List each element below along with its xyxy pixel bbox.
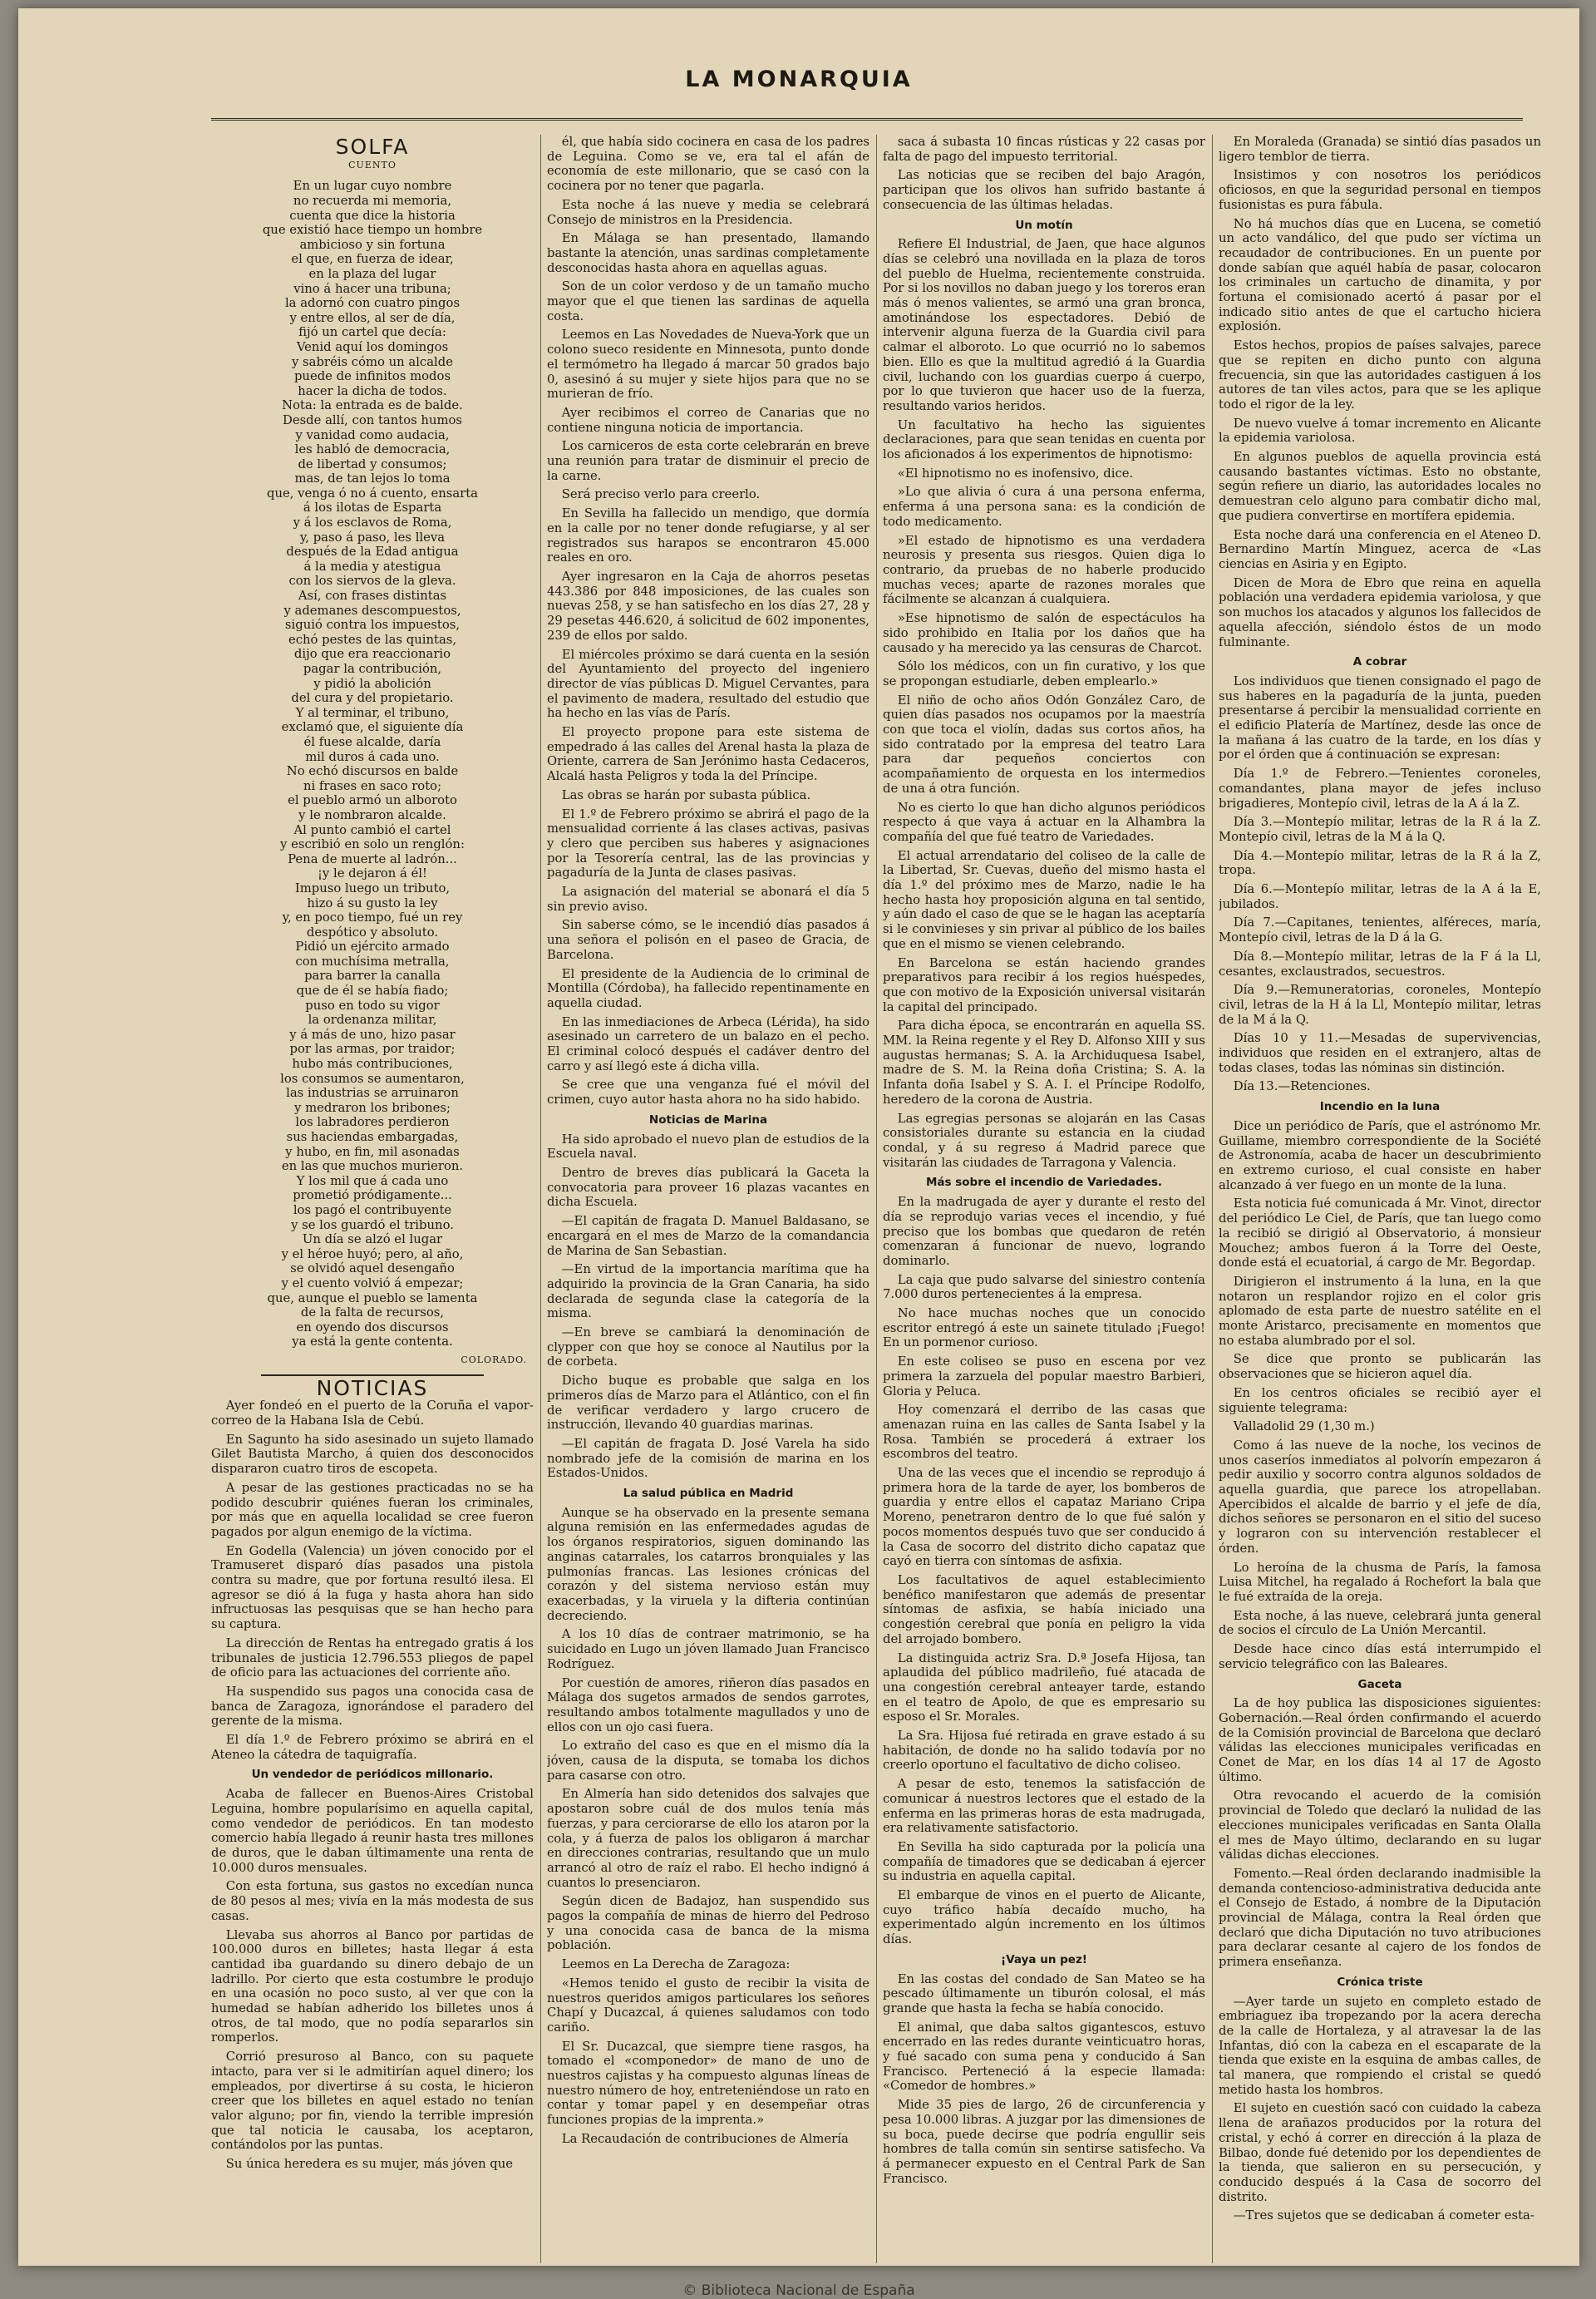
poem-line: con muchísima metralla,: [295, 954, 450, 969]
paragraph: Otra revocando el acuerdo de la comisión provincial de Toledo que declaró la nulidad de las elecciones municipales verificadas en Santa Olalla el mes de Mayo último, declarando en su lugar válidas dichas elecciones.: [1219, 1788, 1541, 1862]
paragraph: Día 1.º de Febrero.—Tenientes coroneles, comandantes, plana mayor de jefes incluso brigadieres, Montepío civil, letras de la A á la Z.: [1219, 767, 1541, 811]
poem-line: se olvidó aquel desengaño: [290, 1261, 455, 1276]
column-1: [211, 135, 534, 2280]
paragraph: La de hoy publica las disposiciones siguientes: Gobernación.—Real órden confirmando el acuerdo de la Comisión provincial de Barcelona que declaró válidas las elecciones municipales verificadas en Conet de Mar, en los días 14 al 17 de Agosto último.: [1219, 1696, 1541, 1784]
paragraph: Día 6.—Montepío militar, letras de la A á la E, jubilados.: [1219, 882, 1541, 911]
paragraph: Día 8.—Montepío militar, letras de la F á la Ll, cesantes, exclaustrados, secuestros.: [1219, 949, 1541, 979]
paragraph: En la madrugada de ayer y durante el resto del día se reprodujo varias veces el incendio, y fué preciso que los bombas que quedaron de retén comenzaran á funcionar de nuevo, logrando dominarlo.: [883, 1195, 1205, 1268]
paragraph: La asignación del material se abonará el día 5 sin previo aviso.: [547, 885, 869, 914]
paragraph: Dice un periódico de París, que el astrónomo Mr. Guillame, miembro correspondiente de la Société de Astronomía, acaba de hacer un descubrimiento en extremo curioso, el cual consiste en haber alcanzado á ver fuego en un monte de la luna.: [1219, 1118, 1541, 1192]
noticias-title: NOTICIAS: [316, 1375, 429, 1400]
headline-marina: Noticias de Marina: [648, 1112, 768, 1127]
poem-line: el que, en fuerza de idear,: [291, 252, 454, 267]
poem-line: Nota: la entrada es de balde.: [282, 398, 463, 413]
poem-line: despótico y absoluto.: [306, 925, 439, 940]
poem-line: En un lugar cuyo nombre: [293, 179, 452, 194]
paragraph: La Recaudación de contribuciones de Almería: [561, 2131, 849, 2146]
column-divider: [1212, 135, 1213, 2263]
column-divider: [876, 135, 877, 2263]
paragraph: Sólo los médicos, con un fin curativo, y los que se propongan estudiarle, deben emplearlo.»: [883, 659, 1205, 688]
poem-line: Un día se alzó el lugar: [302, 1232, 443, 1247]
poem-line: exclamó que, el siguiente día: [281, 720, 464, 735]
paragraph: —Tres sujetos que se dedicaban á cometer esta-: [1233, 2208, 1534, 2223]
poem-line: ya está la gente contenta.: [292, 1335, 453, 1349]
paragraph: El presidente de la Audiencia de lo criminal de Montilla (Córdoba), ha fallecido repentinamente en aquella ciudad.: [547, 966, 869, 1010]
headline-pez: ¡Vaya un pez!: [1001, 1952, 1087, 1966]
poem-line: y hubo, en fin, mil asonadas: [285, 1144, 460, 1159]
poem-line: No echó discursos en balde: [286, 764, 459, 779]
news-list: [211, 1399, 534, 1762]
poem-line: las industrias se arruinaron: [286, 1086, 459, 1101]
article-vendedor: [211, 1787, 534, 2172]
paragraph: Son de un color verdoso y de un tamaño mucho mayor que el que tienen las sardinas de aquella costa.: [547, 279, 869, 323]
poem-line: por las armas, por traidor;: [289, 1042, 456, 1057]
paragraph: Los individuos que tienen consignado el pago de sus haberes en la pagaduría de la junta, pueden presentarse á percibir la mensualidad corriente en el edificio Platería de Martínez, desde las once de la mañana á las cuatro de la tarde, en los días y por el órden que á continuación se expresan:: [1219, 673, 1541, 762]
poem-line: la ordenanza militar,: [308, 1013, 437, 1028]
paragraph: —En virtud de la importancia marítima que ha adquirido la provincia de la Gran Canaria, ha sido declarada de segunda clase la categoría de la misma.: [547, 1262, 869, 1321]
paragraph: Estos hechos, propios de países salvajes, parece que se repiten en dicho punto con alguna frecuencia, sin que las autoridades castiguen á los autores de tan viles actos, para que se les aplique todo el rigor de la ley.: [1219, 338, 1541, 412]
paragraph: Esta noticia fué comunicada á Mr. Vinot, director del periódico Le Ciel, de París, que tan luego como la recibió se dirigió al Observatorio, á monsieur Mouchez; ambos fueron á la Torre del Oeste, donde está el ecuatorial, á cargo de Mr. Begordap.: [1219, 1196, 1541, 1270]
paragraph: Refiere El Industrial, de Jaen, que hace algunos días se celebró una novillada en la plaza de toros del pueblo de Huelma, recientemente construida. Por si los novillos no daban juego y los toreros eran más ó menos valientes, se armó una gran bronca, amotinándose los espectadores. Debió de intervenir alguna fuerza de la Guardia civil para calmar el alboroto. Lo que ocurrió no lo sabemos bien. Ello es que la multitud agredió á la Guardia civil, luchando con los guardias cuerpo á cuerpo, por lo que tuvieron que hacer uso de la fuerza, resultando varios heridos.: [883, 237, 1205, 413]
paragraph: »El estado de hipnotismo es una verdadera neurosis y presenta sus riesgos. Quien diga lo contrario, da pruebas de no haberle producido muchas veces; aparte de razones morales que fácilmente se alcanzan á cualquiera.: [883, 533, 1205, 607]
article-cronica: [1219, 1995, 1541, 2224]
poem-line: y, paso á paso, les lleva: [299, 530, 446, 545]
article-cobrar: [1219, 674, 1541, 1094]
poem-line: Pidió un ejército armado: [295, 940, 450, 955]
paragraph: A pesar de las gestiones practicadas no se ha podido descubrir quiénes fueran los criminales, por más que en aquella localidad se cree fueron pagados por algun enemigo de la víctima.: [211, 1480, 534, 1539]
paragraph: —Ayer tarde un sujeto en completo estado de embriaguez iba tropezando por la acera derecha de la calle de Hortaleza, y al atravesar la de las Infantas, dió con la cabeza en el escaparate de la tienda que existe en la esquina de ambas calles, de tal manera, que rompiendo el cristal se quedó metido hasta los hombros.: [1219, 1994, 1541, 2097]
poem-line: de libertad y consumos;: [298, 456, 447, 471]
poem-line: en las que muchos murieron.: [281, 1159, 464, 1174]
header-rule: [211, 118, 1523, 121]
paragraph: Ha suspendido sus pagos una conocida casa de banca de Zaragoza, ignorándose el paradero del gerente de la misma.: [211, 1684, 534, 1729]
paragraph: Ayer ingresaron en la Caja de ahorros pesetas 443.386 por 848 imposiciones, de las cuales son nuevas 258, y se han satisfecho en los días 27, 28 y 29 pesetas 446.620, á solicitud de 602 imponentes, 239 de ellos por saldo.: [547, 569, 869, 643]
poem-line: y sabréis cómo un alcalde: [291, 354, 454, 369]
poem-line: hacer la dicha de todos.: [298, 383, 447, 398]
signature: COLORADO.: [461, 1354, 527, 1365]
column-4: [1219, 135, 1541, 2280]
poem-line: á los ilotas de Esparta: [303, 501, 442, 516]
poem-line: fijó un cartel que decía:: [298, 325, 446, 340]
headline-salud: La salud pública en Madrid: [623, 1487, 794, 1501]
paragraph: Los facultativos de aquel establecimiento benéfico manifestaron que además de presentar síntomas de asfixia, se había iniciado una congestión cerebral que ponía en peligro la vida del arrojado bombero.: [883, 1572, 1205, 1646]
paragraph: El niño de ocho años Odón González Caro, de quien días pasados nos ocupamos por la maestría con que toca el violín, dadas sus cortos años, ha sido contratado por la empresa del teatro Lara para dar pequeños conciertos con acompañamiento de orquesta en los intermedios de una á otra función.: [883, 693, 1205, 796]
paragraph: El 1.º de Febrero próximo se abrirá el pago de la mensualidad corriente á las clases activas, pasivas y clero que perciben sus haberes y asignaciones por la Tesorería central, las de las provincias y pagaduría de la Junta de clases pasivas.: [547, 807, 869, 881]
poem-line: Venid aquí los domingos: [296, 339, 449, 354]
poem-line: y el cuento volvió á empezar;: [281, 1275, 464, 1290]
paragraph: La caja que pudo salvarse del siniestro contenía 7.000 duros pertenecientes á la empresa.: [883, 1272, 1205, 1302]
paragraph: Será preciso verlo para creerlo.: [561, 487, 761, 502]
paragraph: El sujeto en cuestión sacó con cuidado la cabeza llena de arañazos producidos por la rotura del cristal, y echó á correr en dirección á la plaza de Bilbao, donde fué detenido por los dependientes de la tienda, que salieron en su persecución, y conducido después á la Casa de socorro del distrito.: [1219, 2101, 1541, 2204]
paragraph: Ayer recibimos el correo de Canarias que no contiene ninguna noticia de importancia.: [547, 405, 869, 435]
paragraph: «El hipnotismo no es inofensivo, dice.: [897, 466, 1134, 481]
poem-line: y entre ellos, al ser de día,: [289, 310, 456, 325]
paragraph: En Sevilla ha sido capturada por la policía una compañía de timadores que se dedicaban á ejercer su industria en aquella capital.: [883, 1839, 1205, 1884]
poem-line: y á los esclavos de Roma,: [293, 516, 452, 530]
poem-line: con los siervos de la gleva.: [288, 574, 456, 589]
poem-line: Impuso luego un tributo,: [294, 881, 451, 895]
paragraph: Sin saberse cómo, se le incendió días pasados á una señora el polisón en el paseo de Gracia, de Barcelona.: [547, 918, 869, 962]
paragraph: Para dicha época, se encontrarán en aquella SS. MM. la Reina regente y el Rey D. Alfonso XIII y sus augustas hermanas; S. A. la Archiduquesa Isabel, madre de S. M. la Reina doña Cristina; S. A. la Infanta doña Isabel y S. A. I. el Príncipe Rodolfo, heredero de la corona de Austria.: [883, 1019, 1205, 1107]
poem-line: para barrer la canalla: [304, 969, 441, 984]
poem-line: que, venga ó no á cuento, ensarta: [267, 486, 478, 501]
paragraph: La dirección de Rentas ha entregado gratis á los tribunales de justicia 12.796.553 pliegos de papel de oficio para las actuaciones del corriente año.: [211, 1635, 534, 1680]
poem-line: no recuerda mi memoria,: [293, 194, 452, 208]
poem-line: Y los mil que á cada uno: [296, 1173, 449, 1188]
headline-cobrar: A cobrar: [1352, 655, 1407, 669]
paragraph: En Almería han sido detenidos dos salvajes que apostaron sobre cuál de dos mulos tenía más fuerzas, y para cerciorarse de ello los ataron por la cola, y á fuerza de palos los obligaron á marchar en direcciones contrarias, resultando que un mulo arrancó al otro de raíz el rabo. El hecho indignó á cuantos lo presenciaron.: [547, 1787, 869, 1890]
paragraph: Día 7.—Capitanes, tenientes, alféreces, maría, Montepío civil, letras de la D á la G.: [1219, 915, 1541, 945]
poem-line: en oyendo dos discursos: [296, 1320, 449, 1335]
poem-line: del cura y del propietario.: [291, 691, 454, 706]
paragraph: Insistimos y con nosotros los periódicos oficiosos, en que la seguridad personal en tiempos fusionistas es pura fábula.: [1219, 168, 1541, 212]
paragraph: A pesar de esto, tenemos la satisfacción de comunicar á nuestros lectores que el estado de la enferma en las primeras horas de esta madrugada, era relativamente satisfactorio.: [883, 1777, 1205, 1836]
article-gaceta: [1219, 1696, 1541, 1970]
poem-line: y escribió en solo un renglón:: [280, 837, 465, 852]
poem-line: ni frases en saco roto;: [303, 778, 442, 793]
news-list: [883, 135, 1205, 213]
poem-line: Y al terminar, el tribuno,: [295, 705, 450, 720]
paragraph: »Ese hipnotismo de salón de espectáculos ha sido prohibido en Italia por los daños que ha causado y ha merecido ya las censuras de Charcot.: [883, 611, 1205, 655]
paragraph: Corrió presuroso al Banco, con su paquete intacto, para ver si le admitirían aquel dinero; los empleados, por divertirse á su costa, le hicieron creer que los billetes en aquel estado no tenían valor alguno; por fin, viendo la terrible impresión que tal noticia le causaba, los aceptaron, contándolos por las puntas.: [211, 2050, 534, 2153]
paragraph: Leemos en Las Novedades de Nueva-York que un colono sueco residente en Minnesota, punto donde el termómetro ha llegado á marcar 50 grados bajo 0, asesinó á su mujer y siete hijos para que no se murieran de frío.: [547, 328, 869, 402]
masthead: LA MONARQUIA: [685, 67, 913, 92]
paragraph: Un facultativo ha hecho las siguientes declaraciones, para que sean tenidas en cuenta por los aficionados á los experimentos de hipnotismo:: [883, 417, 1205, 462]
paragraph: En algunos pueblos de aquella provincia está causando bastantes víctimas. Esto no obstante, según refiere un diario, las autoridades locales no demuestran celo alguno para combatir dicho mal, que pudiera convertirse en mortífera epidemia.: [1219, 450, 1541, 523]
poem-line: y á más de uno, hizo pasar: [289, 1027, 456, 1042]
poem-line: vino á hacer una tribuna;: [293, 281, 451, 296]
paragraph: «Hemos tenido el gusto de recibir la visita de nuestros queridos amigos particulares los señores Chapí y Ducazcal, á quienes saludamos con todo cariño.: [547, 1976, 869, 2035]
poem-line: y le nombraron alcalde.: [298, 807, 446, 822]
paragraph: Dicen de Mora de Ebro que reina en aquella población una verdadera epidemia variolosa, y que son muchos los atacados y algunos los fallecidos de aquella afección, siéndolo éstos de un modo fulminante.: [1219, 575, 1541, 649]
article-marina: [547, 1132, 869, 1481]
paragraph: Hoy comenzará el derribo de las casas que amenazan ruina en las calles de Santa Isabel y la Rosa. También se procederá á extraer los escombros del teatro.: [883, 1403, 1205, 1462]
poem-line: ambicioso y sin fortuna: [299, 237, 446, 252]
solfa-subtitle: CUENTO: [348, 159, 397, 170]
poem-line: puso en todo su vigor: [305, 998, 440, 1013]
poem-line: que, aunque el pueblo se lamenta: [267, 1290, 478, 1305]
poem-line: siguió contra los impuestos,: [284, 618, 461, 633]
poem-line: puede de infinitos modos: [293, 369, 451, 384]
poem-line: y vanidad como audacia,: [295, 427, 450, 442]
poem-line: la adornó con cuatro pingos: [284, 296, 461, 311]
poem-line: y se los guardó el tribuno.: [291, 1217, 454, 1232]
paragraph: En Godella (Valencia) un jóven conocido por el Tramuseret disparó días pasados una pistola contra su madre, que por fortuna resultó ilesa. El agresor se dió á la fuga y hasta ahora han sido infructuosas las pesquisas que se han hecho para su captura.: [211, 1543, 534, 1632]
solfa-title: SOLFA: [335, 135, 410, 159]
paragraph: Días 10 y 11.—Mesadas de supervivencias, individuos que residen en el extranjero, altas de todas clases, todas las nóminas sin distinción.: [1219, 1031, 1541, 1075]
paragraph: Desde hace cinco días está interrumpido el servicio telegráfico con las Baleares.: [1219, 1642, 1541, 1671]
paragraph: Dirigieron el instrumento á la luna, en la que notaron un resplandor rojizo en el color gris aplomado de esta parte de nuestro satélite en el monte Aristarco, precisamente en momentos que no estaba alumbrado por el sol.: [1219, 1274, 1541, 1348]
paragraph: En los centros oficiales se recibió ayer el siguiente telegrama:: [1219, 1385, 1541, 1415]
poem-line: mas, de tan lejos lo toma: [294, 471, 451, 486]
paragraph: A los 10 días de contraer matrimonio, se ha suicidado en Lugo un jóven llamado Juan Francisco Rodríguez.: [547, 1627, 869, 1671]
headline-motin: Un motín: [1015, 218, 1073, 232]
poem-line: que de él se había fiado;: [296, 984, 449, 999]
poem-line: Pena de muerte al ladrón...: [288, 851, 457, 866]
paragraph: Las obras se harán por subasta pública.: [561, 787, 811, 802]
poem-line: los labradores perdieron: [295, 1115, 450, 1130]
paragraph: Se cree que una venganza fué el móvil del crimen, cuyo autor hasta ahora no ha sido habido.: [547, 1078, 869, 1108]
paragraph: Día 13.—Retenciones.: [1233, 1079, 1371, 1094]
poem-line: y medraron los bribones;: [294, 1100, 451, 1115]
paragraph: No es cierto lo que han dicho algunos periódicos respecto á que vaya á actuar en la Alhambra la compañía del que fué teatro de Variedades.: [883, 800, 1205, 844]
poem-line: en la plaza del lugar: [308, 266, 436, 281]
poem-line: á la media y atestigua: [303, 559, 441, 574]
paragraph: Esta noche á las nueve y media se celebrará Consejo de ministros en la Presidencia.: [547, 197, 869, 227]
article-luna: [1219, 1119, 1541, 1672]
poem-line: después de la Edad antigua: [286, 545, 459, 560]
paragraph: Por cuestión de amores, riñeron días pasados en Málaga dos sugetos armados de sendos garrotes, resultando ambos totalmente magullados y uno de ellos con un ojo casi fuera.: [547, 1675, 869, 1734]
headline-luna: Incendio en la luna: [1319, 1100, 1441, 1114]
paragraph: Día 9.—Remuneratorias, coroneles, Montepío civil, letras de la H á la Ll, Montepío militar, letras de la M á la Q.: [1219, 983, 1541, 1027]
paragraph: Con esta fortuna, sus gastos no excedían nunca de 80 pesos al mes; vivía en la más modesta de sus casas.: [211, 1879, 534, 1923]
newspaper-page: [18, 8, 1579, 2299]
news-list: [547, 135, 869, 1108]
column-2: [547, 135, 869, 2280]
paragraph: Día 3.—Montepío militar, letras de la R á la Z. Montepío civil, letras de la M á la Q.: [1219, 815, 1541, 844]
poem-line: mil duros á cada uno.: [305, 749, 440, 764]
paragraph: Lo heroína de la chusma de París, la famosa Luisa Mitchel, ha regalado á Rochefort la bala que le fué extraída de la oreja.: [1219, 1560, 1541, 1604]
paragraph: El miércoles próximo se dará cuenta en la sesión del Ayuntamiento del proyecto del ingeniero director de vías públicas D. Miguel Cervantes, para el pavimento de madera, resultado del estudio que ha hecho en las vías de París.: [547, 647, 869, 721]
poem-line: él fuese alcalde, daría: [303, 734, 441, 749]
paragraph: En Sevilla ha fallecido un mendigo, que dormía en la calle por no tener donde refugiarse, y al ser registrados sus harapos se encontraron 45.000 reales en oro.: [547, 506, 869, 565]
column-divider: [540, 135, 541, 2263]
paragraph: —En breve se cambiará la denominación de clypper con que hoy se conoce al Nautilus por la de corbeta.: [547, 1325, 869, 1369]
poem-line: les habló de democracia,: [294, 442, 451, 457]
poem-line: pagar la contribución,: [303, 662, 442, 676]
paragraph: En las costas del condado de San Mateo se ha pescado últimamente un tiburón colosal, el más grande que hasta la fecha se había conocido.: [883, 1971, 1205, 2015]
paragraph: El animal, que daba saltos gigantescos, estuvo encerrado en las redes durante veinticuatro horas, y fué sacado con suma pena y conducido á San Francisco. Perteneció á la especie llamada: «Comedor de hombres.»: [883, 2020, 1205, 2094]
paragraph: Mide 35 pies de largo, 26 de circunferencia y pesa 10.000 libras. A juzgar por las dimensiones de su boca, puede decirse que podría engullir seis hombres de talla común sin sentirse satisfecho. Va á permanecer expuesto en el Central Park de San Francisco.: [883, 2098, 1205, 2186]
paragraph: Los carniceros de esta corte celebrarán en breve una reunión para tratar de disminuir el precio de la carne.: [547, 439, 869, 483]
paragraph: Esta noche dará una conferencia en el Ateneo D. Bernardino Martín Minguez, acerca de «Las ciencias en Asiria y en Egipto.: [1219, 527, 1541, 571]
paragraph: Fomento.—Real órden declarando inadmisible la demanda contencioso-administrativa deducida ante el Consejo de Estado, á nombre de la Diputación provincial de Málaga, contra la Real órden que declaró que dicha Diputación no tuvo atribuciones para declarar cesante al cajero de los fondos de primera enseñanza.: [1219, 1866, 1541, 1970]
poem-line: de la falta de recursos,: [300, 1305, 445, 1320]
paragraph: él, que había sido cocinera en casa de los padres de Leguina. Como se ve, era tal el afán de economía de este millonario, que se casó con la cocinera por no tener que pagarla.: [547, 135, 869, 194]
poem-line: los consumos se aumentaron,: [280, 1071, 465, 1086]
headline-gaceta: Gaceta: [1357, 1677, 1402, 1691]
paragraph: Esta noche, á las nueve, celebrará junta general de socios el círculo de La Unión Mercantil.: [1219, 1608, 1541, 1638]
paragraph: Las egregias personas se alojarán en las Casas consistoriales durante su estancia en la ciudad condal, y á su regreso á Madrid parece que visitarán las ciudades de Tarragona y Valencia.: [883, 1111, 1205, 1170]
paragraph: En este coliseo se puso en escena por vez primera la zarzuela del popular maestro Barbieri, Gloria y Peluca.: [883, 1354, 1205, 1399]
article-salud: [547, 1506, 869, 2147]
paragraph: Dentro de breves días publicará la Gaceta la convocatoria para proveer 16 plazas vacantes en dicha Escuela.: [547, 1166, 869, 1210]
poem-line: Al punto cambió el cartel: [293, 822, 451, 837]
paragraph: En Moraleda (Granada) se sintió días pasados un ligero temblor de tierra.: [1219, 135, 1541, 164]
paragraph: El actual arrendatario del coliseo de la calle de la Libertad, Sr. Cuevas, dueño del mismo hasta el día 1.º del próximo mes de Marzo, nadie le ha hecho hasta hoy proposición alguna en tal sentido, y aún dado el caso de que se le hagan las aceptaría si le convinieses y sin privar al público de los bailes que en el mismo se vienen celebrando.: [883, 848, 1205, 951]
paragraph: En Barcelona se están haciendo grandes preparativos para recibir á los regios huéspedes, que con motivo de la Exposición universal visitarán la capital del principado.: [883, 955, 1205, 1014]
paragraph: Se dice que pronto se publicarán las observaciones que se hicieron aquel día.: [1219, 1352, 1541, 1382]
paragraph: Leemos en La Derecha de Zaragoza:: [561, 1957, 791, 1972]
poem-line: hizo á su gusto la ley: [307, 895, 438, 910]
poem-line: el pueblo armó un alboroto: [288, 793, 457, 808]
paragraph: Valladolid 29 (1,30 m.): [1233, 1419, 1375, 1434]
paragraph: —El capitán de fragata D. Manuel Baldasano, se encargará en el mes de Marzo de la comandancia de Marina de San Sebastian.: [547, 1214, 869, 1258]
paragraph: Ayer fondeó en el puerto de la Coruña el vapor-correo de la Habana Isla de Cebú.: [211, 1399, 534, 1428]
paragraph: —El capitán de fragata D. José Varela ha sido nombrado jefe de la comisión de marina en los Estados-Unidos.: [547, 1436, 869, 1481]
paragraph: saca á subasta 10 fincas rústicas y 22 casas por falta de pago del impuesto territorial.: [883, 135, 1205, 164]
paragraph: No hace muchas noches que un conocido escritor entregó á este un sainete titulado ¡Fuego! En un pormenor curioso.: [883, 1306, 1205, 1350]
headline-incendio: Más sobre el incendio de Variedades.: [925, 1176, 1163, 1190]
paragraph: En las inmediaciones de Arbeca (Lérida), ha sido asesinado un carretero de un balazo en el pecho. El criminal colocó después el cadáver dentro del carro y así llegó este á dicha villa.: [547, 1014, 869, 1073]
poem-line: hubo más contribuciones,: [292, 1057, 453, 1072]
paragraph: La distinguida actriz Sra. D.ª Josefa Hijosa, tan aplaudida del público madrileño, fué atacada de una congestión cerebral anteayer tarde, estando en el teatro de Apolo, de que es empresario su esposo el Sr. Morales.: [883, 1650, 1205, 1724]
paragraph: Acaba de fallecer en Buenos-Aires Cristobal Leguina, hombre popularísimo en aquella capital, como vendedor de periódicos. En tan modesto comercio había llegado á reunir hasta tres millones de duros, que le daban últimamente una renta de 10.000 duros mensuales.: [211, 1787, 534, 1875]
headline-vendedor: Un vendedor de periódicos millonario.: [251, 1768, 494, 1782]
paragraph: Llevaba sus ahorros al Banco por partidas de 100.000 duros en billetes; hasta llegar á esta cantidad iba guardando su dinero debajo de un ladrillo. Por cierto que esta costumbre le produjo en una ocasión no poco susto, al ver que con la humedad se habían adherido los billetes unos á otros, de tal modo, que no podía separarlos sin romperlos.: [211, 1927, 534, 2045]
poem-line: y, en poco tiempo, fué un rey: [282, 910, 463, 925]
poem-line: ¡y le dejaron á él!: [317, 866, 428, 881]
poem-line: los pagó el contribuyente: [293, 1202, 452, 1217]
paragraph: Día 4.—Montepío militar, letras de la R á la Z, tropa.: [1219, 848, 1541, 878]
paragraph: »Lo que alivia ó cura á una persona enferma, enferma á una persona sana: es la condición de todo medicamento.: [883, 485, 1205, 529]
poem-line: prometió pródigamente...: [293, 1188, 452, 1203]
poem-line: que existió hace tiempo un hombre: [262, 223, 483, 238]
news-list: [1219, 135, 1541, 649]
paragraph: Lo extraño del caso es que en el mismo día la jóven, causa de la disputa, se tomaba los dichos para casarse con otro.: [547, 1739, 869, 1783]
paragraph: Como á las nueve de la noche, los vecinos de unos caseríos inmediatos al polvorín empezaron á pedir auxilio y socorro contra algunos soldados de aquella guardia, que parece los atropellaban. Apercibidos el alcalde de barrio y el jefe de día, dichos señores se personaron en el sitio del suceso y lograron con su intervención restablecer el órden.: [1219, 1438, 1541, 1556]
poem-line: echó pestes de las quintas,: [288, 632, 457, 647]
library-credit: © Biblioteca Nacional de España: [682, 2282, 915, 2299]
paragraph: El día 1.º de Febrero próximo se abrirá en el Ateneo la cátedra de taquigrafía.: [211, 1733, 534, 1762]
paragraph: La Sra. Hijosa fué retirada en grave estado á su habitación, de donde no ha salido todavía por no creerlo oportuno el facultativo de dicho coliseo.: [883, 1729, 1205, 1773]
poem-line: y el héroe huyó; pero, al año,: [281, 1246, 464, 1261]
headline-cronica: Crónica triste: [1337, 1975, 1423, 1989]
poem-line: y ademanes descompuestos,: [283, 603, 461, 618]
paragraph: Las noticias que se reciben del bajo Aragón, participan que los olivos han sufrido bastante á consecuencia de las últimas heladas.: [883, 168, 1205, 212]
paragraph: Ha sido aprobado el nuevo plan de estudios de la Escuela naval.: [547, 1132, 869, 1162]
paragraph: No há muchos días que en Lucena, se cometió un acto vandálico, del que pudo ser víctima un recaudador de contribuciones. En un puente por donde sabían que aquél había de pasar, colocaron los criminales un cartucho de dinamita, y por fortuna el comisionado acertó á pasar por el indicado sitio antes de que el cartucho hiciera explosión.: [1219, 216, 1541, 334]
paragraph: Según dicen de Badajoz, han suspendido sus pagos la compañía de minas de hierro del Pedroso y una conocida casa de banca de la misma población.: [547, 1894, 869, 1953]
paragraph: En Sagunto ha sido asesinado un sujeto llamado Gilet Bautista Marcho, á quien dos desconocidos dispararon cuatro tiros de escopeta.: [211, 1432, 534, 1477]
poem-line: Así, con frases distintas: [298, 589, 447, 604]
article-pez: [883, 1972, 1205, 2187]
poem-line: Desde allí, con tantos humos: [282, 412, 463, 427]
article-motin: [883, 237, 1205, 1170]
paragraph: Una de las veces que el incendio se reprodujo á primera hora de la tarde de ayer, los bomberos de guardia y entre ellos el capataz Mariano Cripa Moreno, penetraron dentro de lo que fué salón y pocos momentos después tuvo que ser conducido á la Casa de socorro del distrito dicho capataz que cayó en tierra con síntomas de asfixia.: [883, 1466, 1205, 1569]
paragraph: El proyecto propone para este sistema de empedrado á las calles del Arenal hasta la plaza de Oriente, carrera de San Jerónimo hasta Cedaceros, Alcalá hasta Peligros y toda la del Príncipe.: [547, 725, 869, 784]
poem-line: sus haciendas embargadas,: [286, 1130, 459, 1144]
paragraph: Dicho buque es probable que salga en los primeros días de Marzo para el Atlántico, con el fin de verificar verdadero y largo crucero de instrucción, llevando 40 guardias marinas.: [547, 1374, 869, 1433]
column-3: [883, 135, 1205, 2280]
poem-line: cuenta que dice la historia: [289, 208, 456, 223]
poem-line: y pidió la abolición: [313, 676, 431, 691]
poem: [211, 179, 534, 1349]
poem-line: dijo que era reaccionario: [293, 647, 451, 662]
paragraph: En Málaga se han presentado, llamando bastante la atención, unas sardinas completamente desconocidas hasta ahora en aquellas aguas.: [547, 231, 869, 275]
paragraph: De nuevo vuelve á tomar incremento en Alicante la epidemia variolosa.: [1219, 416, 1541, 446]
paragraph: El embarque de vinos en el puerto de Alicante, cuyo tráfico había decaído mucho, ha experimentado algún incremento en los últimos días.: [883, 1888, 1205, 1947]
paragraph: Aunque se ha observado en la presente semana alguna remisión en las enfermedades agudas de los órganos respiratorios, siguen dominando las anginas catarrales, los catarros bronquiales y las pulmonías francas. Las lesiones crónicas del corazón y del sistema nervioso están muy exacerbadas, y la viruela y la difteria continúan decreciendo.: [547, 1505, 869, 1623]
paragraph: El Sr. Ducazcal, que siempre tiene rasgos, ha tomado el «componedor» de mano de uno de nuestros cajistas y ha compuesto algunas líneas de nuestro número de hoy, entreteniéndose un rato en contar y tomar papel y en desempeñar otras funciones propias de la imprenta.»: [547, 2039, 869, 2128]
paragraph: Su única heredera es su mujer, más jóven que: [225, 2157, 514, 2172]
article-incendio: [883, 1195, 1205, 1947]
